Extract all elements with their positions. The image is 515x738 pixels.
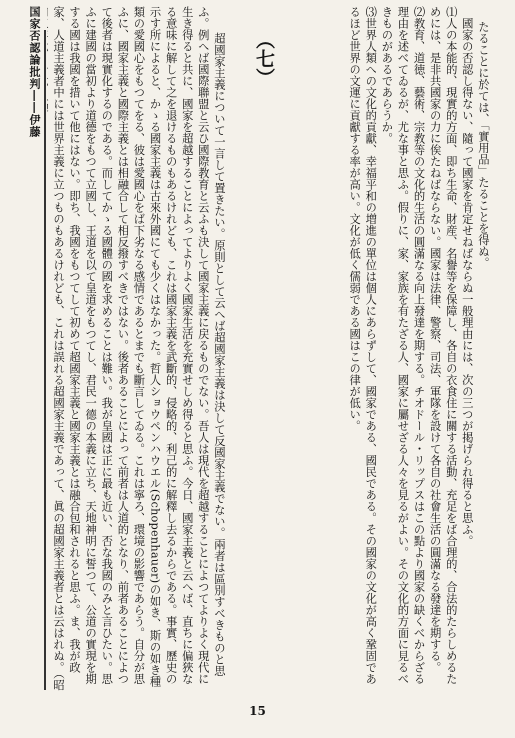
page-number: 15	[249, 704, 266, 718]
paragraphs-left: 超國家主義について一言して置きたい。原則として云へば超國家主義は決して反國家主義でない。兩者は區別すべきものと思ふ。例へば國際聯盟と云ひ國際教育と云ふも決して國家主義に戻るものでない。吾人は現代を超越することによつてよりよく現代に生き得ると共に、國家を超越することによってよりよく國家生活を充實せしめ得ると思ふ。今日、國家主義と云へば、直ちに偏狹なる意味に解して之を退けるものもあるけれども、これは國家主義を武斷的、侵略的、利己的に解釋し去るからである。事實、歷史の示す所によると、かゝる國家主義は古來外國にても少くはなかった。哲人ショウペンハウエル(Schopenhauer)の如き、斯の如き種類の愛國心をもつてをる、彼は愛國心をば下劣なる感情であるとまでも斷言してゐる。これは寧ろ、環境の影響であらう。自分が思ふに、國家主義と國際主義とは相融合して相反撥すべきではない。後者あることによって前者は人道的となり、前者あることによつて後者は現實化するのである。而してかゝる國體の國を求めることは難い。我が皇國は正に最も近い、否な我國のみと言ひたい。思ふに建國の當初より道德をもつて立國し、王道を以て皇道をもつてし、君民一德の本義に立ち、天地神明に誓つて、公道の實現を期する國は我國を措いて他にはない。即ち、我國をもつてして初めて超國家主義と國家主義とは融合包和されると思ふ。ま、我が政家、人道主義者中には世界主義に立つものもあるけれども、これは誤れる超國家主義であって、眞の超國家主義者とは云はれぬ。（昭	[51, 6, 226, 691]
running-head: 国家否認論批判――伊藤	[28, 6, 41, 138]
paragraphs-right: たることに於ては、「實用品」たることを得ぬ。 國家の否認し得ない、隨って國家を肯定せねばならぬ一般理由には、次の三つが掲げられ得ると思ふ。 ⑴人の本能的、現實的方面、即ち生命、財産、名譽等を保障し、各自の衣食住に關する活動、充足をば合理的、合法的たらしめるためには、是非共國家の力に俟たねばならない。國家は法律、警察、司法、軍隊を設けて各自の社會生活の圓滿なる發達を期する。 ⑵教育、道徳、藝術、宗教等の文化的生活の圓滿なる向上發達を期する。チオドール・リップスはこの點より國家の缺くべからざる理由を述べてゐるが、尤な事と思ふ。假りに、家、家族を有たざる人、國家に屬せざる人々を見るがよい。その文化的方面に見るべきものがあるであらうか。 ⑶世界人類への文化的貢獻、幸福平和の増進の單位は個人にあらずして、國家である、國民である。その國家の文化が高く鞏固であるほど世界の文運に貢獻する率が高い。文化が低く儒弱である國はこの律が低い。	[348, 6, 490, 685]
body-text-upper	[285, 6, 507, 694]
body-text-lower	[47, 6, 243, 694]
header-rule	[44, 30, 46, 690]
section-heading: （七）	[253, 30, 275, 87]
